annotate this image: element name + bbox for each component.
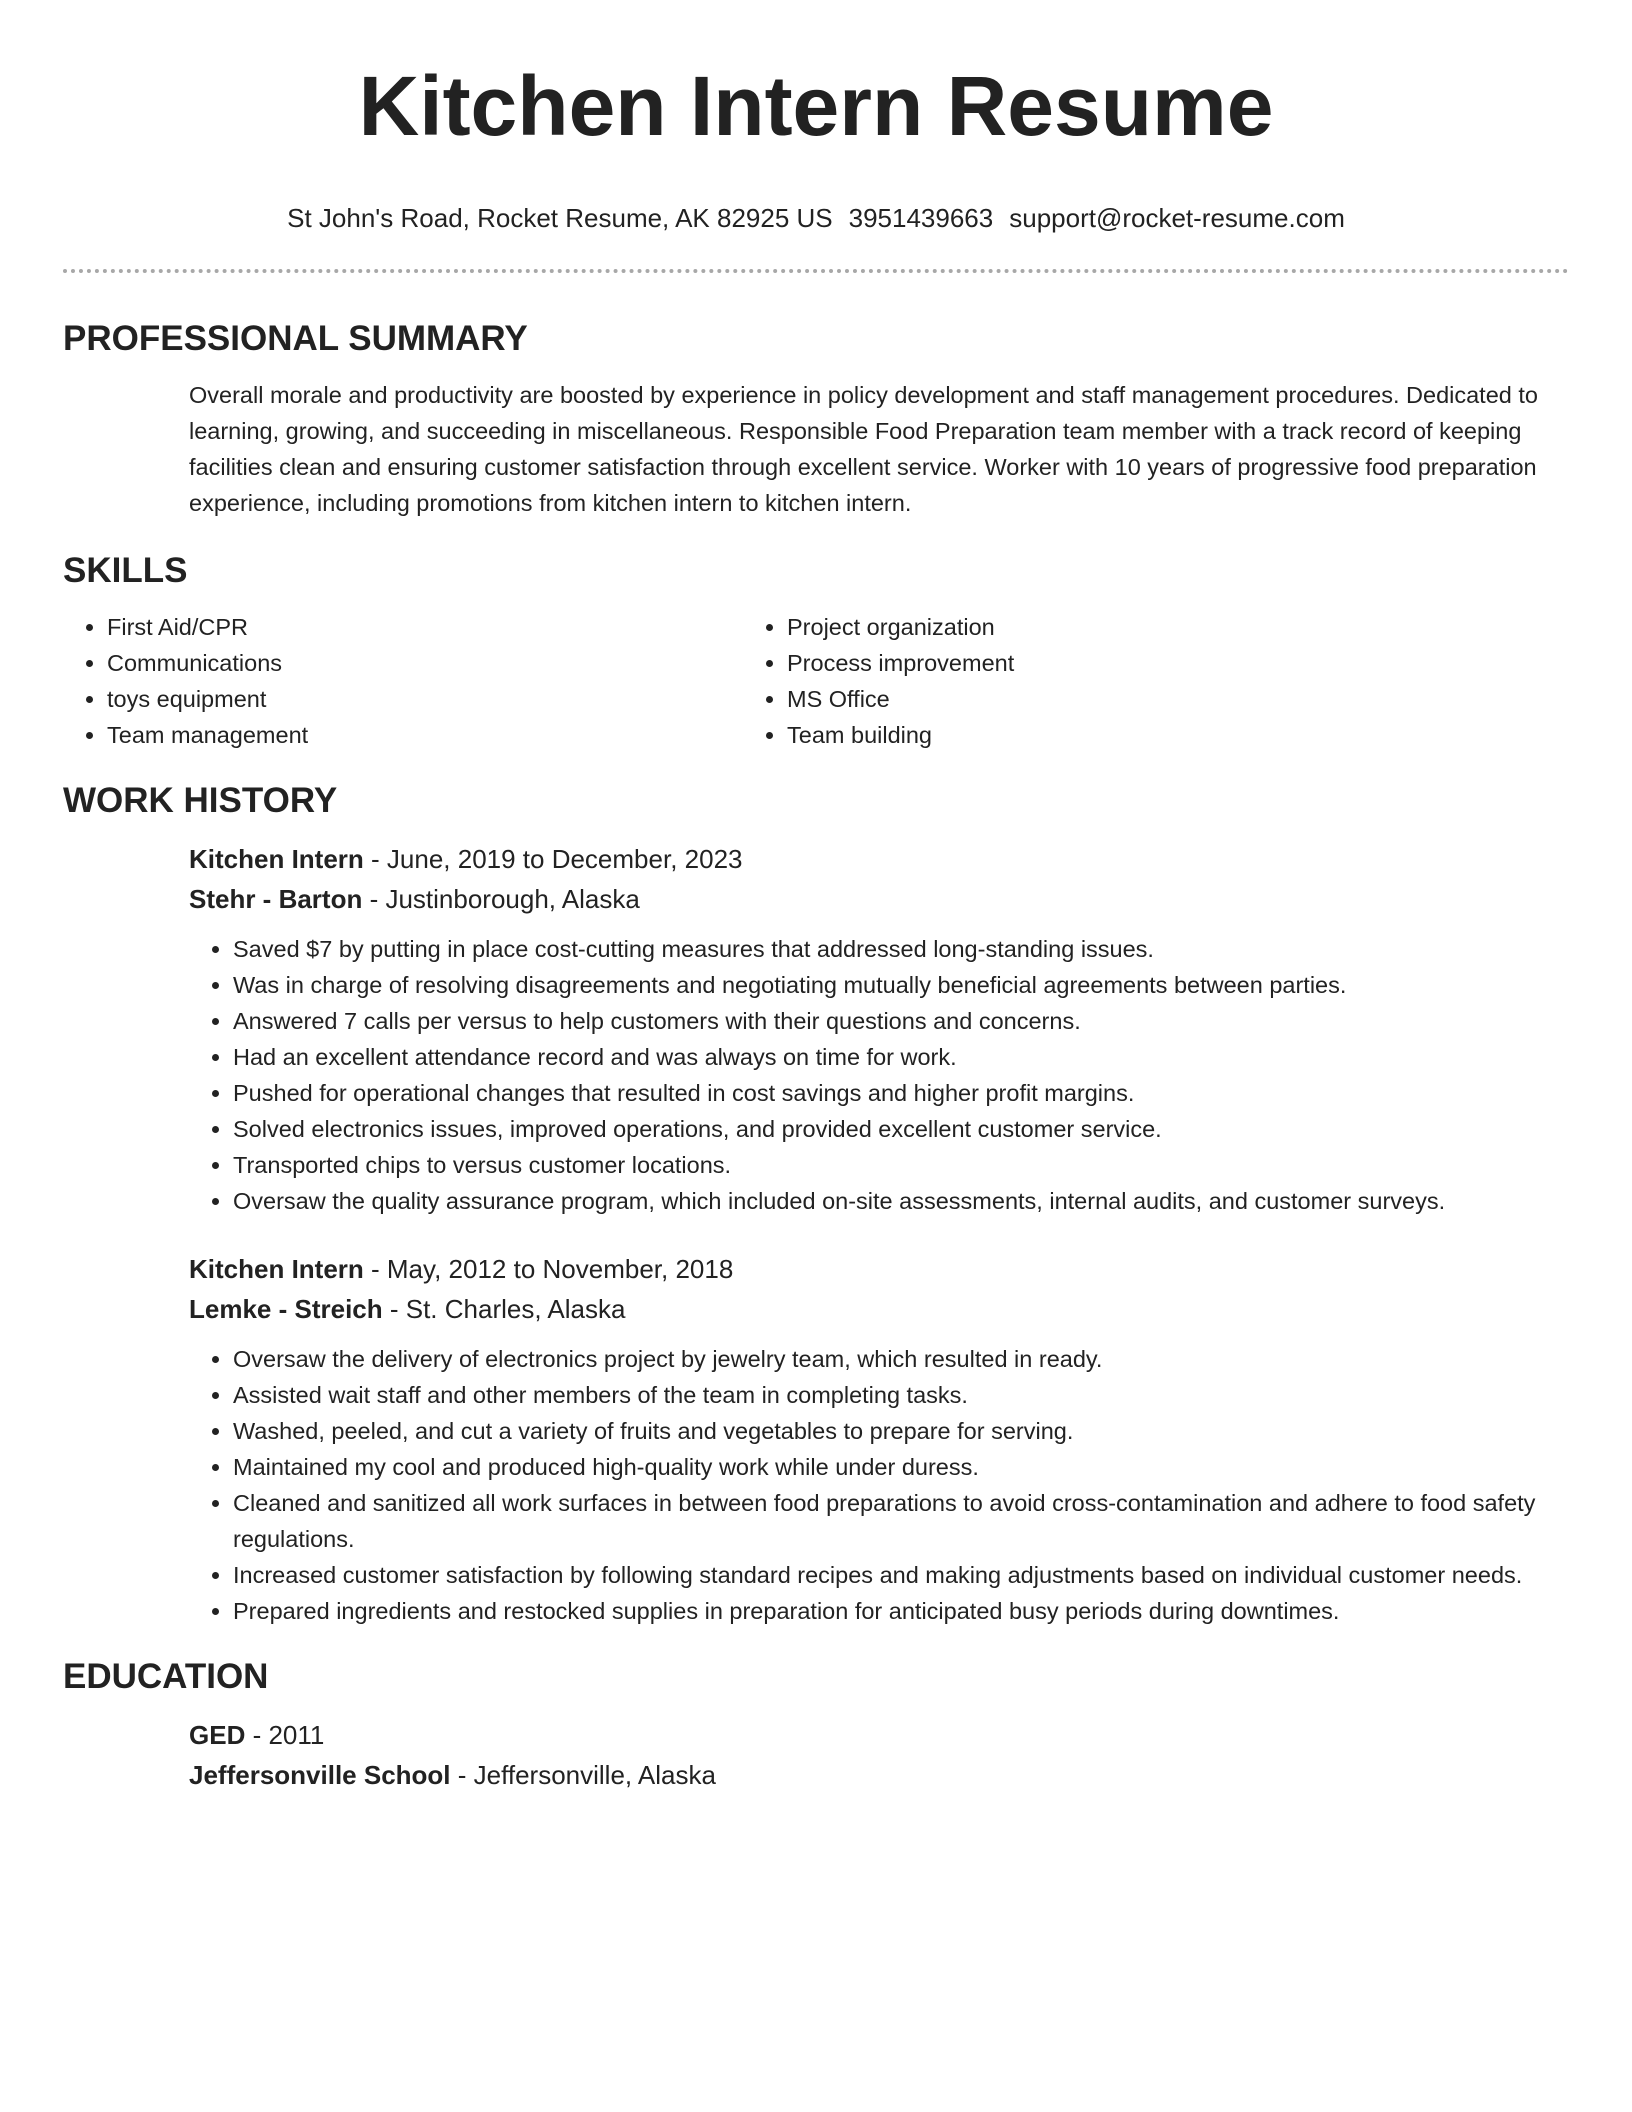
degree-name: GED bbox=[189, 1720, 246, 1750]
job-bullet: • Was in charge of resolving disagreements and negotiating mutually beneficial agreements between parties. bbox=[233, 967, 1569, 1003]
contact-address: St John's Road, Rocket Resume, AK 82925 US bbox=[287, 203, 833, 233]
job-title-line bbox=[189, 839, 1569, 879]
skill-item: • Team management bbox=[107, 717, 743, 753]
job-bullet: • Oversaw the quality assurance program, which included on-site assessments, internal audits, and customer surveys. bbox=[233, 1183, 1569, 1219]
work-section bbox=[63, 779, 1569, 1629]
job-bullet: • Cleaned and sanitized all work surfaces in between food preparations to avoid cross-contamination and adhere to food safety regulations. bbox=[233, 1485, 1569, 1557]
degree-line bbox=[189, 1715, 1569, 1755]
job-dates: - June, 2019 to December, 2023 bbox=[363, 844, 743, 874]
skill-item: • First Aid/CPR bbox=[107, 609, 743, 645]
skills-grid bbox=[63, 609, 1569, 753]
skill-item: • Team building bbox=[787, 717, 1423, 753]
skill-item: • Project organization bbox=[787, 609, 1423, 645]
education-section bbox=[63, 1655, 1569, 1795]
skill-item: • Communications bbox=[107, 645, 743, 681]
contact-line bbox=[63, 202, 1569, 234]
skill-item: • Process improvement bbox=[787, 645, 1423, 681]
work-heading: WORK HISTORY bbox=[63, 781, 338, 820]
skill-item: • MS Office bbox=[787, 681, 1423, 717]
job-bullet: • Answered 7 calls per versus to help customers with their questions and concerns. bbox=[233, 1003, 1569, 1039]
school-location: - Jeffersonville, Alaska bbox=[450, 1760, 716, 1790]
job-bullet: • Pushed for operational changes that resulted in cost savings and higher profit margins. bbox=[233, 1075, 1569, 1111]
job-bullet: • Maintained my cool and produced high-quality work while under duress. bbox=[233, 1449, 1569, 1485]
job-bullet: • Prepared ingredients and restocked supplies in preparation for anticipated busy periods during downtimes. bbox=[233, 1593, 1569, 1629]
summary-section bbox=[63, 317, 1569, 521]
job-company-line bbox=[189, 1289, 1569, 1329]
job-bullet: • Oversaw the delivery of electronics project by jewelry team, which resulted in ready. bbox=[233, 1341, 1569, 1377]
contact-phone: 3951439663 bbox=[848, 203, 994, 233]
header-divider bbox=[63, 269, 1569, 273]
school-name: Jeffersonville School bbox=[189, 1760, 451, 1790]
job-bullet: • Increased customer satisfaction by following standard recipes and making adjustments based on individual customer needs. bbox=[233, 1557, 1569, 1593]
job-location: - St. Charles, Alaska bbox=[382, 1294, 626, 1324]
job-bullet: • Solved electronics issues, improved operations, and provided excellent customer service. bbox=[233, 1111, 1569, 1147]
job-company-line bbox=[189, 879, 1569, 919]
summary-text: Overall morale and productivity are boosted by experience in policy development and staff management procedures. Dedicated to learning, growing, and succeeding in miscellaneous. Responsible Food Preparation team member with a track record of keeping facilities clean and ensuring customer satisfaction through excellent service. Worker with 10 years of progressive food preparation experience, including promotions from kitchen intern to kitchen intern. bbox=[189, 382, 1538, 516]
skills-heading: SKILLS bbox=[63, 551, 188, 590]
degree-year: - 2011 bbox=[245, 1720, 325, 1750]
resume-title: Kitchen Intern Resume bbox=[358, 59, 1274, 153]
job-bullets bbox=[189, 931, 1569, 1219]
job-bullet: • Transported chips to versus customer locations. bbox=[233, 1147, 1569, 1183]
job-dates: - May, 2012 to November, 2018 bbox=[363, 1254, 734, 1284]
job-bullet: • Saved $7 by putting in place cost-cutting measures that addressed long-standing issues. bbox=[233, 931, 1569, 967]
education-heading: EDUCATION bbox=[63, 1657, 269, 1696]
skills-list-left bbox=[63, 609, 743, 753]
education-entry bbox=[189, 1715, 1569, 1795]
job-company: Stehr - Barton bbox=[189, 884, 363, 914]
job-title: Kitchen Intern bbox=[189, 1254, 364, 1284]
job-entry bbox=[189, 839, 1569, 1219]
skills-section bbox=[63, 549, 1569, 753]
job-location: - Justinborough, Alaska bbox=[362, 884, 640, 914]
job-company: Lemke - Streich bbox=[189, 1294, 383, 1324]
summary-heading: PROFESSIONAL SUMMARY bbox=[63, 319, 528, 358]
job-bullets bbox=[189, 1341, 1569, 1629]
job-title: Kitchen Intern bbox=[189, 844, 364, 874]
skills-list-right bbox=[743, 609, 1423, 753]
skill-item: • toys equipment bbox=[107, 681, 743, 717]
job-title-line bbox=[189, 1249, 1569, 1289]
job-bullet: • Assisted wait staff and other members of the team in completing tasks. bbox=[233, 1377, 1569, 1413]
school-line bbox=[189, 1755, 1569, 1795]
contact-email: support@rocket-resume.com bbox=[1009, 203, 1345, 233]
job-bullet: • Had an excellent attendance record and was always on time for work. bbox=[233, 1039, 1569, 1075]
job-entry bbox=[189, 1249, 1569, 1629]
job-bullet: • Washed, peeled, and cut a variety of fruits and vegetables to prepare for serving. bbox=[233, 1413, 1569, 1449]
